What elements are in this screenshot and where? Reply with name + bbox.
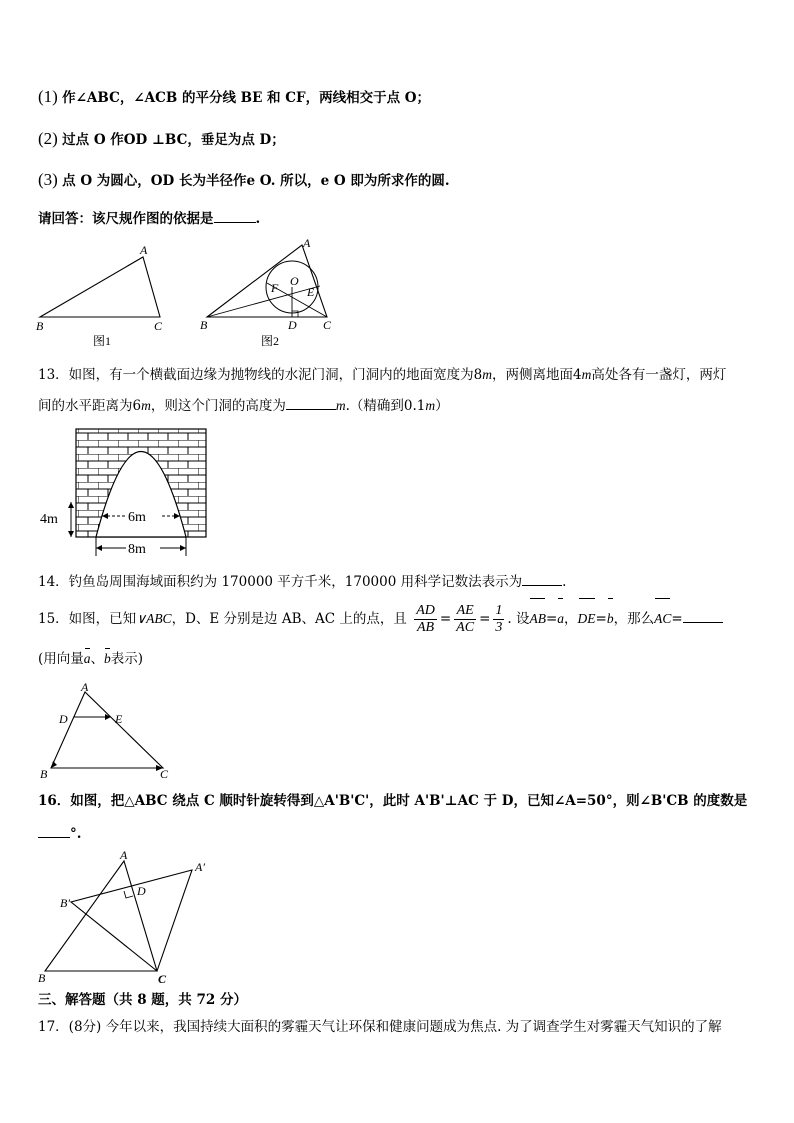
q12-step2-number: (2) xyxy=(38,129,58,148)
q12-question-end: . xyxy=(255,211,261,227)
fig2-label-o: O xyxy=(290,274,299,288)
q13-unit-m-5: m xyxy=(425,398,436,413)
q15-triangle-abc xyxy=(51,692,163,768)
q15-figure xyxy=(35,682,185,782)
q15-vector-b: b xyxy=(104,651,111,666)
q13-line2 xyxy=(38,396,449,415)
label-6m: 6m xyxy=(128,510,146,525)
q16-label-b: B xyxy=(38,971,46,985)
q13-text-d: 间的水平距离为6 xyxy=(38,398,142,414)
q15-text-f: 、 xyxy=(90,651,105,667)
q16-label-a: A xyxy=(120,848,128,862)
fig1-label-b: B xyxy=(36,319,44,333)
q16-label-a-prime: A′ xyxy=(195,860,205,874)
fig2-label-b: B xyxy=(200,318,208,332)
q12-step3-number: (3) xyxy=(38,170,58,189)
arrow-right-icon xyxy=(180,545,186,551)
q12-step1-number: (1) xyxy=(38,87,58,106)
arrow-down-icon xyxy=(68,531,74,537)
arrow-left-icon xyxy=(96,545,102,551)
q13-text-g: ） xyxy=(435,398,449,414)
q15-label-e: E xyxy=(115,712,123,726)
q16-label-d: D xyxy=(137,884,146,898)
fig2-caption: 图2 xyxy=(261,334,280,348)
q15-label-b: B xyxy=(40,767,48,781)
q12-step3-text: 点 O 为圆心，OD 长为半径作e O. 所以，e O 即为所求作的圆. xyxy=(62,173,450,189)
frac-denominator: AB xyxy=(416,620,435,635)
fig2-bisector-be xyxy=(207,286,320,317)
q15-text-d: ，那么 xyxy=(613,611,655,627)
q17-line xyxy=(38,1018,722,1036)
q13-text-b: ，两侧离地面4 xyxy=(492,367,582,383)
q13-text-f: .（精确到0.1 xyxy=(345,398,426,414)
q14-text: 14．钓鱼岛周围海域面积约为 170000 平方千米，170000 用科学记数法表示为 xyxy=(38,574,523,590)
frac-numerator: AD xyxy=(416,603,435,618)
q15-vector-b: b xyxy=(607,600,614,638)
q15-text-b: ，D、E 分别是边 AB、AC 上的点，且 xyxy=(171,611,407,627)
q16-line1 xyxy=(38,792,747,810)
fig1-label-c: C xyxy=(154,319,163,333)
fig1-caption: 图1 xyxy=(93,334,112,348)
q15-label-d: D xyxy=(59,712,68,726)
q16-triangle-abc xyxy=(45,861,157,971)
q15-vector-a: a xyxy=(557,600,564,638)
q13-unit-m-4: m xyxy=(335,398,346,413)
q15-label-a: A xyxy=(81,682,89,694)
q12-question-text: 请回答：该尺规作图的依据是 xyxy=(38,211,214,227)
q15-vector-de: DE xyxy=(578,600,596,638)
q15-text-c: 设 xyxy=(515,611,530,627)
q13-text-a: 13．如图，有一个横截面边缘为抛物线的水泥门洞，门洞内的地面宽度为8 xyxy=(38,367,483,383)
frac-numerator: AE xyxy=(454,603,476,620)
q15-text-g: 表示) xyxy=(110,651,144,667)
q15-line2 xyxy=(38,650,143,668)
q17-text: 17．(8分) 今年以来，我国持续大面积的雾霾天气让环保和健康问题成为焦点. 为了调查学生对雾霾天气知识的了解 xyxy=(38,1019,722,1035)
q16-text: 16．如图，把△ABC 绕点 C 顺时针旋转得到△A'B'C'，此时 A'B'⊥AC 于 D，已知∠A=50°，则∠B'CB 的度数是 xyxy=(38,793,748,809)
q16-figure xyxy=(30,845,220,990)
q13-unit-m-1: m xyxy=(482,367,493,382)
frac-denominator: AC xyxy=(456,620,475,635)
fig2-label-c: C xyxy=(323,318,332,332)
q15-line1: 15．如图，已知∨ABC，D、E 分别是边 AB、AC 上的点，且 $\frac{AD}{AB}$ = $\frac{AE}{AC}$ = $\frac{1}{3}$ . 设AB=a，DE=b，那么AC= xyxy=(38,600,723,638)
q15-frac-ae-ac xyxy=(454,603,476,636)
q13-answer-blank xyxy=(286,396,336,410)
label-8m: 8m xyxy=(128,542,146,557)
q15-triangle: ∨ABC xyxy=(136,611,172,626)
q12-step1-text: 作∠ABC，∠ACB 的平分线 BE 和 CF，两线相交于点 O； xyxy=(62,90,431,106)
q16-line2 xyxy=(38,824,81,843)
q12-step3 xyxy=(38,171,450,190)
fig1-triangle xyxy=(40,257,160,317)
q13-text-e: ，则这个门洞的高度为 xyxy=(150,398,286,414)
q13-unit-m-2: m xyxy=(581,367,592,382)
fig2-label-e: E xyxy=(307,285,315,299)
frac-denominator: 3 xyxy=(495,620,503,635)
q14-answer-blank xyxy=(522,572,562,586)
arrow-down-left-icon xyxy=(51,761,57,768)
q12-question xyxy=(38,209,260,228)
q16-end: °. xyxy=(70,826,82,842)
q15-text-e: (用向量 xyxy=(38,651,84,667)
arrow-up-icon xyxy=(68,502,74,508)
q15-vector-ac: AC xyxy=(654,600,671,638)
q15-label-c: C xyxy=(160,767,169,781)
q14-line xyxy=(38,572,566,591)
section3-title-text: 三、解答题（共 8 题，共 72 分） xyxy=(38,992,247,1008)
q12-step1 xyxy=(38,88,430,107)
q13-unit-m-3: m xyxy=(141,398,151,413)
q15-frac-one-third xyxy=(493,603,504,636)
q12-step2-text: 过点 O 作OD ⊥BC，垂足为点 D； xyxy=(62,132,285,148)
section3-title xyxy=(38,991,247,1009)
fig2-label-a: A xyxy=(303,236,311,250)
fig2-right-angle-mark xyxy=(292,311,298,317)
q16-right-angle-mark xyxy=(124,891,133,898)
fig1-label-a: A xyxy=(140,243,148,257)
q15-answer-blank xyxy=(683,609,723,623)
q16-label-c: C xyxy=(158,972,167,986)
fig2-label-d: D xyxy=(288,318,297,332)
q14-end: . xyxy=(562,574,567,590)
fig2-label-f: F xyxy=(271,281,279,295)
q12-figure2 xyxy=(195,232,355,350)
q13-figure xyxy=(38,426,213,560)
q12-step2 xyxy=(38,130,285,149)
label-4m: 4m xyxy=(40,512,58,527)
q13-text-c: 高处各有一盏灯，两灯 xyxy=(591,367,727,383)
q15-text-a: 15．如图，已知 xyxy=(38,611,137,627)
q12-answer-blank xyxy=(214,209,256,223)
q15-vector-a: a xyxy=(83,651,91,666)
q16-label-b-prime: B′ xyxy=(60,896,70,910)
q15-vector-ab: AB xyxy=(529,600,546,638)
q15-frac-ad-ab xyxy=(414,603,437,636)
frac-numerator: 1 xyxy=(495,603,503,618)
q16-answer-blank xyxy=(38,824,70,838)
q13-line1 xyxy=(38,366,726,384)
q12-figure1 xyxy=(30,240,180,350)
